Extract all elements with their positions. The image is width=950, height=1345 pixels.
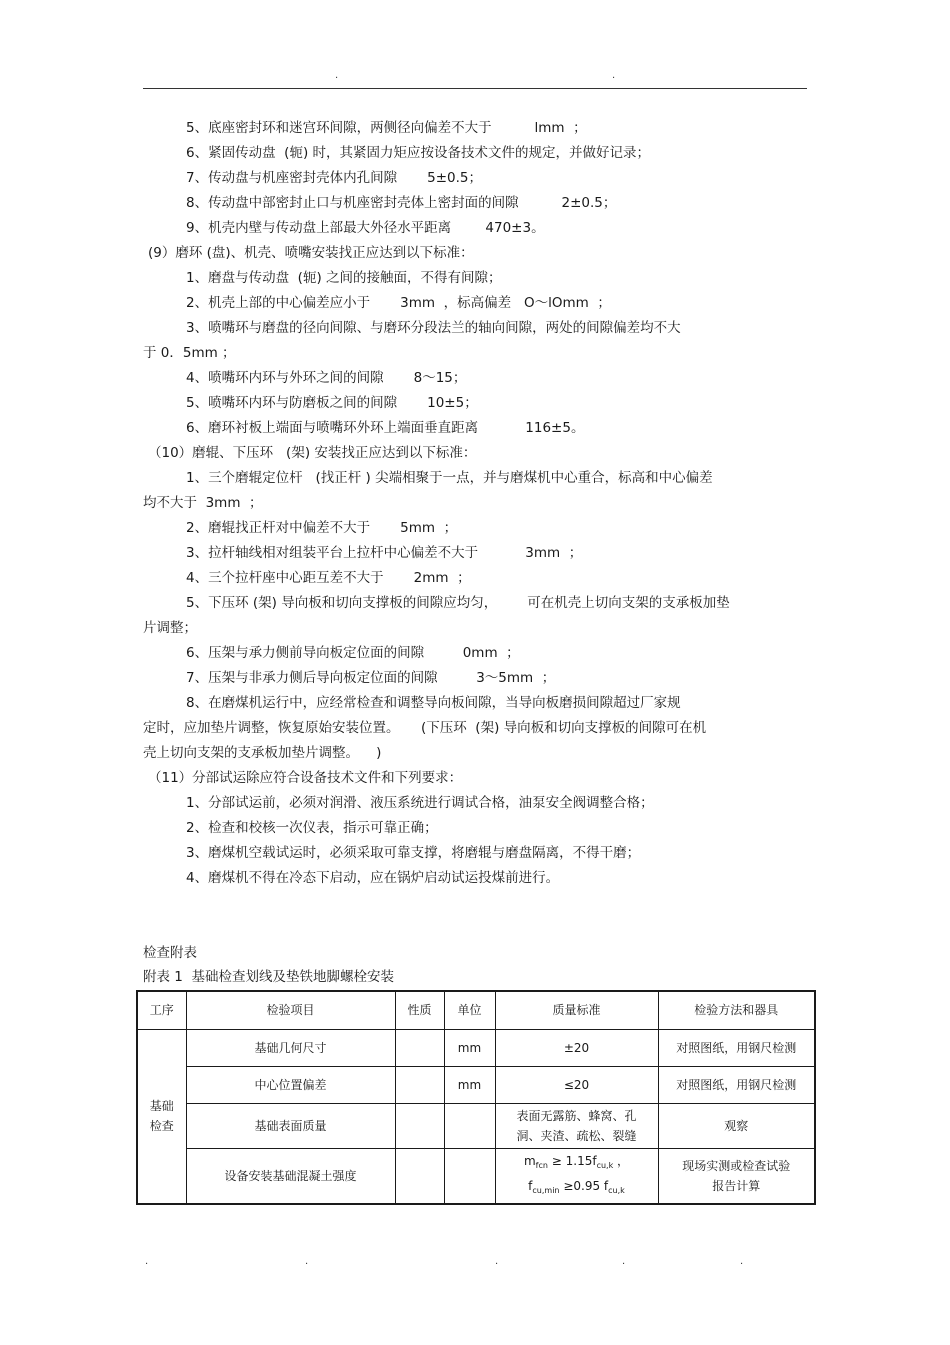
footer-dot: . (740, 1256, 744, 1267)
text-line: 3、拉杆轴线相对组装平台上拉杆中心偏差不大于 3mm ； (186, 545, 583, 561)
text-line: 9、机壳内壁与传动盘上部最大外径水平距离 470±3。 (186, 220, 545, 236)
text-line: 5、喷嘴环内环与防磨板之间的间隙 10±5； (186, 395, 478, 411)
table-row (137, 1148, 815, 1204)
text-line: 7、压架与非承力侧后导向板定位面的间隙 3～5mm ； (186, 670, 556, 686)
cell-unit (444, 1103, 495, 1148)
cell-item: 中心位置偏差 (186, 1066, 395, 1103)
text-line: 8、传动盘中部密封止口与机座密封壳体上密封面的间隙 2±0.5； (186, 195, 617, 211)
header-item: 检验项目 (186, 991, 395, 1029)
text-line: 3、喷嘴环与磨盘的径向间隙、与磨环分段法兰的轴向间隙，两处的间隙偏差均不大 (186, 320, 681, 336)
cell-item: 基础几何尺寸 (186, 1029, 395, 1066)
footer-dot: . (145, 1256, 149, 1267)
table-row (137, 1029, 815, 1066)
standard-line: 表面无露筋、蜂窝、孔 (516, 1108, 637, 1123)
text-line: 1、分部试运前，必须对润滑、液压系统进行调试合格，油泵安全阀调整合格； (186, 795, 654, 811)
text-line: 3、磨煤机空载试运时，必须采取可靠支撑，将磨辊与磨盘隔离，不得干磨； (186, 845, 641, 861)
text-line-continuation: 定时，应加垫片调整，恢复原始安装位置。 (下压环 (架) 导向板和切向支撑板的间隙可在机 (143, 720, 707, 736)
text-line-continuation: 于 0．5mm ； (143, 345, 236, 361)
header-nature: 性质 (395, 991, 444, 1029)
text-line: 2、磨辊找正杆对中偏差不大于 5mm ； (186, 520, 458, 536)
header-method: 检验方法和器具 (658, 991, 815, 1029)
standard-formula-1: $m_{fcn} \ge 1.15f_{cu,k}$ ， (523, 1153, 630, 1170)
cell-item: 设备安装基础混凝土强度 (186, 1148, 395, 1204)
text-line-continuation: 壳上切向支架的支承板加垫片调整。 ) (143, 745, 382, 761)
standard-formula-2: $f_{cu,min} \ge 0.95$ $f_{cu,k}$ (528, 1178, 625, 1195)
section-heading: （11）分部试运除应符合设备技术文件和下列要求： (148, 770, 463, 786)
text-line: 4、三个拉杆座中心距互差不大于 2mm ； (186, 570, 471, 586)
text-line: 2、机壳上部的中心偏差应小于 3mm ，标高偏差 O～lOmm ； (186, 295, 611, 311)
text-line: 4、喷嘴环内环与外环之间的间隙 8～15； (186, 370, 467, 386)
text-line: 1、三个磨辊定位杆 (找正杆 ) 尖端相聚于一点，并与磨煤机中心重合，标高和中心偏差 (186, 470, 713, 486)
cell-nature (395, 1103, 444, 1148)
cell-nature (395, 1066, 444, 1103)
text-line: 6、压架与承力侧前导向板定位面的间隙 0mm ； (186, 645, 520, 661)
cell-unit: mm (444, 1066, 495, 1103)
header-dot-right: . (612, 70, 616, 81)
text-line: 7、传动盘与机座密封壳体内孔间隙 5±0.5； (186, 170, 482, 186)
cell-nature (395, 1148, 444, 1204)
standard-line: 洞、夹渣、疏松、裂缝 (516, 1128, 637, 1143)
table-header-row (137, 991, 815, 1029)
footer-dot: . (622, 1256, 626, 1267)
text-line: 6、磨环衬板上端面与喷嘴环外环上端面垂直距离 116±5。 (186, 420, 585, 436)
text-line: 1、磨盘与传动盘 (轭) 之间的接触面，不得有间隙； (186, 270, 502, 286)
cell-method: 对照图纸，用钢尺检测 (658, 1066, 815, 1103)
method-line: 报告计算 (712, 1178, 761, 1193)
text-line: 2、检查和校核一次仪表，指示可靠正确； (186, 820, 438, 836)
header-rule (143, 88, 807, 89)
text-line: 4、磨煤机不得在冷态下启动，应在锅炉启动试运投煤前进行。 (186, 870, 560, 886)
body-text (143, 116, 807, 891)
section-heading: （10）磨辊、下压环 (架) 安装找正应达到以下标准： (148, 445, 477, 461)
method-line: 现场实测或检查试验 (682, 1158, 791, 1173)
cell-method: 对照图纸，用钢尺检测 (658, 1029, 815, 1066)
table-row (137, 1103, 815, 1148)
cell-item: 基础表面质量 (186, 1103, 395, 1148)
cell-standard (495, 1148, 658, 1204)
header-standard: 质量标准 (495, 991, 658, 1029)
cell-standard (495, 1103, 658, 1148)
table-title: 附表 1 基础检查划线及垫铁地脚螺栓安装 (143, 969, 394, 985)
header-unit: 单位 (444, 991, 495, 1029)
cell-standard: ±20 (495, 1029, 658, 1066)
text-line: 8、在磨煤机运行中，应经常检查和调整导向板间隙，当导向板磨损间隙超过厂家规 (186, 695, 681, 711)
table-row (137, 1066, 815, 1103)
header-process: 工序 (137, 991, 186, 1029)
appendix-title: 检查附表 (143, 945, 197, 961)
inspection-table (136, 990, 816, 1205)
text-line-continuation: 片调整； (143, 620, 197, 636)
header-dot-left: . (335, 70, 339, 81)
text-line-continuation: 均不大于 3mm ； (143, 495, 263, 511)
cell-unit (444, 1148, 495, 1204)
text-line: 6、紧固传动盘 (轭) 时，其紧固力矩应按设备技术文件的规定，并做好记录； (186, 145, 650, 161)
cell-standard: ≤20 (495, 1066, 658, 1103)
text-line: 5、下压环 (架) 导向板和切向支撑板的间隙应均匀， 可在机壳上切向支架的支承板加垫 (186, 595, 730, 611)
cell-method: 观察 (658, 1103, 815, 1148)
section-heading: (9）磨环 (盘)、机壳、喷嘴安装找正应达到以下标准： (148, 245, 474, 261)
footer-dot: . (495, 1256, 499, 1267)
cell-method (658, 1148, 815, 1204)
cell-unit: mm (444, 1029, 495, 1066)
cell-nature (395, 1029, 444, 1066)
footer-dot: . (305, 1256, 309, 1267)
group-label: 基础 检查 (137, 1029, 186, 1204)
text-line: 5、底座密封环和迷宫环间隙，两侧径向偏差不大于 lmm ； (186, 120, 587, 136)
